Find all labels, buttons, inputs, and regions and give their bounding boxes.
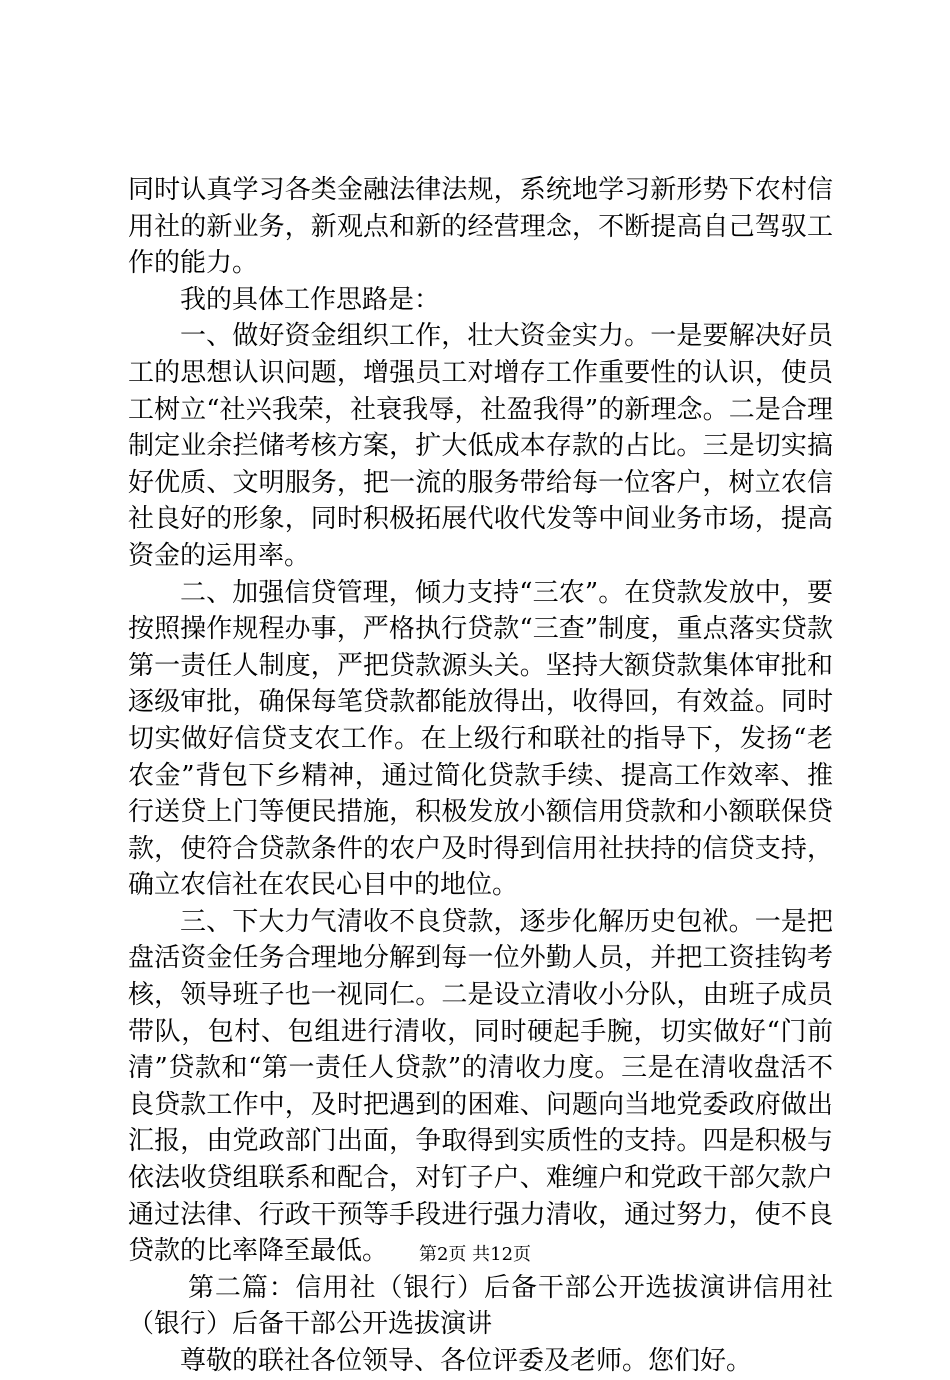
paragraph-greeting: 尊敬的联社各位领导、各位评委及老师。您们好。 bbox=[180, 1346, 753, 1376]
document-body bbox=[128, 172, 833, 1380]
paragraph-point-two: 二、加强信贷管理，倾力支持“三农”。在贷款发放中，要按照操作规程办事，严格执行贷款“三查”制度，重点落实贷款第一责任人制度，严把贷款源头关。坚持大额贷款集体审批和逐级审批，确保每笔贷款都能放得出，收得回，有效益。同时切实做好信贷支农工作。在上级行和联社的指导下，发扬“老农金”背包下乡精神，通过简化贷款手续、提高工作效率、推行送贷上门等便民措施，积极发放小额信用贷款和小额联保贷款，使符合贷款条件的农户及时得到信用社扶持的信贷支持，确立农信社在农民心目中的地位。 bbox=[128, 577, 833, 901]
section-heading-part-two: 第二篇：信用社（银行）后备干部公开选拔演讲信用社（银行）后备干部公开选拔演讲 bbox=[128, 1272, 833, 1340]
paragraph-continuation: 同时认真学习各类金融法律法规，系统地学习新形势下农村信用社的新业务，新观点和新的经营理念，不断提高自己驾驭工作的能力。 bbox=[128, 175, 833, 279]
page-number-footer: 第2页 共12页 bbox=[418, 1244, 532, 1265]
paragraph-work-ideas-intro: 我的具体工作思路是： bbox=[180, 284, 441, 315]
paragraph-point-one: 一、做好资金组织工作，壮大资金实力。一是要解决好员工的思想认识问题，增强员工对增存工作重要性的认识，使员工树立“社兴我荣，社衰我辱，社盈我得”的新理念。二是合理制定业余拦储考核方案，扩大低成本存款的占比。三是切实搞好优质、文明服务，把一流的服务带给每一位客户，树立农信社良好的形象，同时积极拓展代收代发等中间业务市场，提高资金的运用率。 bbox=[128, 321, 833, 571]
paragraph-point-three: 三、下大力气清收不良贷款，逐步化解历史包袱。一是把盘活资金任务合理地分解到每一位外勤人员，并把工资挂钩考核，领导班子也一视同仁。二是设立清收小分队，由班子成员带队，包村、包组进行清收，同时硬起手腕，切实做好“门前清”贷款和“第一责任人贷款”的清收力度。三是在清收盘活不良贷款工作中，及时把遇到的困难、问题向当地党委政府做出汇报，由党政部门出面，争取得到实质性的支持。四是积极与依法收贷组联系和配合，对钉子户、难缠户和党政干部欠款户通过法律、行政干预等手段进行强力清收，通过努力，使不良贷款的比率降至最低。 bbox=[128, 906, 833, 1267]
